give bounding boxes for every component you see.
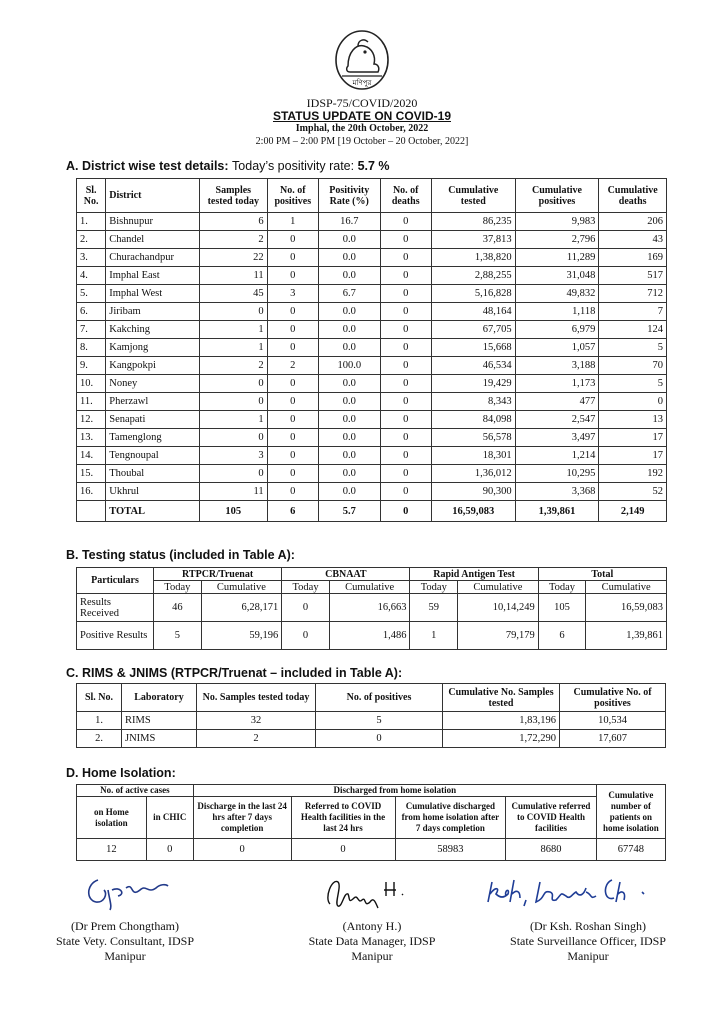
signatory-place: Manipur (351, 949, 393, 963)
cell: 46,534 (431, 357, 515, 375)
cell: 8680 (506, 839, 597, 861)
district-name: Churachandpur (106, 249, 200, 267)
cell: 0 (193, 839, 291, 861)
cell: 19,429 (431, 375, 515, 393)
cell: 0.0 (319, 303, 381, 321)
cell: 1,173 (515, 375, 599, 393)
home-isolation-table (76, 784, 666, 861)
cell: 2,88,255 (431, 267, 515, 285)
cell: 6 (538, 622, 586, 650)
district-name: Noney (106, 375, 200, 393)
col-header: District (106, 179, 200, 213)
cell: 70 (599, 357, 667, 375)
cell: 0 (267, 375, 318, 393)
table-row (77, 712, 666, 730)
cell: 49,832 (515, 285, 599, 303)
cell: 100.0 (319, 357, 381, 375)
sub-header: on Home isolation (77, 797, 147, 839)
total-cell: 105 (200, 501, 268, 522)
cell: 477 (515, 393, 599, 411)
sub-header: Cumulative (201, 581, 282, 594)
cell: 0 (267, 249, 318, 267)
cell: 0 (267, 447, 318, 465)
cell: 0 (267, 231, 318, 249)
signatory-1 (40, 919, 210, 964)
cell: 86,235 (431, 213, 515, 231)
cell: 10. (77, 375, 106, 393)
cell: 3. (77, 249, 106, 267)
table-row (77, 730, 666, 748)
cell: 0 (380, 483, 431, 501)
col-header: Cumulative tested (431, 179, 515, 213)
section-b-title: B. Testing status (included in Table A): (66, 548, 295, 562)
cell: 169 (599, 249, 667, 267)
cell: 59 (410, 594, 458, 622)
state-emblem (334, 30, 390, 92)
cumulative-patients-header: Cumulative number of patients on home isolation (596, 785, 665, 839)
district-test-table (76, 178, 667, 522)
cell: 2. (77, 730, 122, 748)
sub-header: Cumulative referred to COVID Health facilities (506, 797, 597, 839)
cell: 0 (380, 375, 431, 393)
district-name: Bishnupur (106, 213, 200, 231)
discharged-header: Discharged from home isolation (193, 785, 596, 797)
cell: 0 (316, 730, 443, 748)
sub-header: Cumulative (458, 581, 539, 594)
section-c-title: C. RIMS & JNIMS (RTPCR/Truenat – included in Table A): (66, 666, 403, 680)
signatory-3 (488, 919, 688, 964)
district-name: Kakching (106, 321, 200, 339)
cell: 0 (267, 429, 318, 447)
cell: 0 (380, 321, 431, 339)
document-ref: IDSP-75/COVID/2020 (306, 96, 418, 110)
cell: 0 (380, 285, 431, 303)
col-header: Sl. No. (77, 179, 106, 213)
col-header: Positivity Rate (%) (319, 179, 381, 213)
cell: 6 (200, 213, 268, 231)
signatory-place: Manipur (104, 949, 146, 963)
cell: 1,38,820 (431, 249, 515, 267)
cell: 0.0 (319, 249, 381, 267)
district-name: Kamjong (106, 339, 200, 357)
cell: 2 (200, 357, 268, 375)
table-row (77, 375, 667, 393)
positivity-label: Today’s positivity rate: (232, 159, 358, 173)
signatory-role: State Data Manager, IDSP (308, 934, 436, 948)
col-header: Laboratory (122, 684, 197, 712)
cell: 15,668 (431, 339, 515, 357)
cell: 8. (77, 339, 106, 357)
cell: 2 (200, 231, 268, 249)
col-header: Cumulative deaths (599, 179, 667, 213)
cell: 10,14,249 (458, 594, 539, 622)
cell: 1 (410, 622, 458, 650)
table-row (77, 231, 667, 249)
cell: 1 (200, 339, 268, 357)
cell: 6,979 (515, 321, 599, 339)
cell: 1,214 (515, 447, 599, 465)
total-cell: 5.7 (319, 501, 381, 522)
cell: 1,486 (329, 622, 410, 650)
signatory-place: Manipur (567, 949, 609, 963)
section-a-heading (66, 159, 390, 173)
cell: 13. (77, 429, 106, 447)
signatory-role: State Vety. Consultant, IDSP (55, 934, 194, 948)
cell: 1 (267, 213, 318, 231)
cell: 6,28,171 (201, 594, 282, 622)
col-header: Cumulative No. Samples tested (443, 684, 560, 712)
cell: 0 (267, 267, 318, 285)
sub-header: Today (410, 581, 458, 594)
cell: 22 (200, 249, 268, 267)
cell: 16.7 (319, 213, 381, 231)
cell: 0 (267, 465, 318, 483)
section-a-title: A. District wise test details: (66, 159, 229, 173)
district-name: Thoubal (106, 465, 200, 483)
cell: 43 (599, 231, 667, 249)
cell: 16,59,083 (586, 594, 667, 622)
cell: 0 (267, 393, 318, 411)
signatory-role: State Surveillance Officer, IDSP (510, 934, 666, 948)
cell: 13 (599, 411, 667, 429)
cell: 1,36,012 (431, 465, 515, 483)
cell: 9. (77, 357, 106, 375)
cell: 0 (267, 321, 318, 339)
district-name: Imphal East (106, 267, 200, 285)
cell: 48,164 (431, 303, 515, 321)
cell: 5 (316, 712, 443, 730)
cell: 1 (200, 321, 268, 339)
cell: 7. (77, 321, 106, 339)
cell: 0.0 (319, 447, 381, 465)
cell: 0 (380, 465, 431, 483)
district-name: Jiribam (106, 303, 200, 321)
sub-header: in CHIC (146, 797, 193, 839)
cell: 5 (599, 339, 667, 357)
col-header: No. of deaths (380, 179, 431, 213)
total-cell: 6 (267, 501, 318, 522)
cell: 31,048 (515, 267, 599, 285)
cell: 16. (77, 483, 106, 501)
cell: 12 (77, 839, 147, 861)
cell: 17,607 (560, 730, 666, 748)
cell: 5. (77, 285, 106, 303)
cell: 9,983 (515, 213, 599, 231)
table-row (77, 321, 667, 339)
table-row (77, 622, 667, 650)
col-header: No. Samples tested today (197, 684, 316, 712)
col-header: Cumulative No. of positives (560, 684, 666, 712)
cell: 84,098 (431, 411, 515, 429)
district-name: Chandel (106, 231, 200, 249)
cell: 0 (380, 447, 431, 465)
total-cell: 1,39,861 (515, 501, 599, 522)
cell: 79,179 (458, 622, 539, 650)
cell: 1. (77, 213, 106, 231)
cell: 5 (154, 622, 202, 650)
cell: 0.0 (319, 339, 381, 357)
district-name: Senapati (106, 411, 200, 429)
cell: 8,343 (431, 393, 515, 411)
cell: 0 (380, 429, 431, 447)
signatory-name: (Dr Prem Chongtham) (71, 919, 179, 933)
cell: 18,301 (431, 447, 515, 465)
cell: 1,83,196 (443, 712, 560, 730)
cell: 11. (77, 393, 106, 411)
cell: 10,534 (560, 712, 666, 730)
cell: 0 (380, 213, 431, 231)
cell: 0 (380, 303, 431, 321)
cell: 0.0 (319, 267, 381, 285)
district-name: Imphal West (106, 285, 200, 303)
cell: 0.0 (319, 465, 381, 483)
cell: 11 (200, 267, 268, 285)
cell: 0 (599, 393, 667, 411)
cell: 0.0 (319, 483, 381, 501)
cell: 0.0 (319, 321, 381, 339)
cell: 0 (380, 231, 431, 249)
sub-header: Today (282, 581, 330, 594)
cell: 4. (77, 267, 106, 285)
row-label: Positive Results (77, 622, 154, 650)
col-header: Sl. No. (77, 684, 122, 712)
document-title: STATUS UPDATE ON COVID-19 (272, 109, 451, 123)
signatory-name: (Antony H.) (342, 919, 402, 933)
particulars-header: Particulars (77, 568, 154, 594)
row-label: Results Received (77, 594, 154, 622)
cell: 1,118 (515, 303, 599, 321)
cell: 67748 (596, 839, 665, 861)
signatory-name: (Dr Ksh. Roshan Singh) (530, 919, 646, 933)
cell: 0.0 (319, 393, 381, 411)
table-row (77, 429, 667, 447)
group-header: CBNAAT (282, 568, 410, 581)
cell: 2,547 (515, 411, 599, 429)
signature-roshan (486, 872, 686, 912)
signature-prem (82, 872, 172, 912)
cell: 2 (267, 357, 318, 375)
cell: 59,196 (201, 622, 282, 650)
cell: 0.0 (319, 375, 381, 393)
cell: 5 (599, 375, 667, 393)
col-header: Cumulative positives (515, 179, 599, 213)
sub-header: Referred to COVID Health facilities in the last 24 hrs (291, 797, 395, 839)
cell: 206 (599, 213, 667, 231)
cell: 3,188 (515, 357, 599, 375)
section-d-title: D. Home Isolation: (66, 766, 176, 780)
cell: 12. (77, 411, 106, 429)
table-row (77, 339, 667, 357)
district-name: Pherzawl (106, 393, 200, 411)
signatory-2 (287, 919, 457, 964)
cell: 3,497 (515, 429, 599, 447)
place-date: Imphal, the 20th October, 2022 (295, 123, 429, 134)
cell: 2. (77, 231, 106, 249)
sub-header: Cumulative discharged from home isolation after 7 days completion (395, 797, 506, 839)
cell: 0 (200, 429, 268, 447)
cell: 5,16,828 (431, 285, 515, 303)
cell: 0 (380, 267, 431, 285)
table-row (77, 213, 667, 231)
cell: RIMS (122, 712, 197, 730)
cell: 17 (599, 447, 667, 465)
total-cell: 16,59,083 (431, 501, 515, 522)
table-row (77, 285, 667, 303)
cell: 0 (146, 839, 193, 861)
group-header: Total (538, 568, 666, 581)
cell: 124 (599, 321, 667, 339)
table-row (77, 249, 667, 267)
cell: 11 (200, 483, 268, 501)
cell: JNIMS (122, 730, 197, 748)
cell: 0 (282, 622, 330, 650)
sub-header: Cumulative (329, 581, 410, 594)
cell: 3,368 (515, 483, 599, 501)
total-cell: 0 (380, 501, 431, 522)
cell: 0 (267, 411, 318, 429)
table-row (77, 839, 666, 861)
table-row (77, 393, 667, 411)
sub-header: Today (538, 581, 586, 594)
group-header: RTPCR/Truenat (154, 568, 282, 581)
cell: 58983 (395, 839, 506, 861)
cell: 0 (380, 357, 431, 375)
table-row (77, 411, 667, 429)
district-name: Tengnoupal (106, 447, 200, 465)
total-cell (77, 501, 106, 522)
sub-header: Today (154, 581, 202, 594)
cell: 1 (200, 411, 268, 429)
cell: 2,796 (515, 231, 599, 249)
cell: 517 (599, 267, 667, 285)
table-row (77, 465, 667, 483)
cell: 46 (154, 594, 202, 622)
cell: 0 (380, 411, 431, 429)
table-row (77, 357, 667, 375)
signature-antony (318, 874, 418, 914)
cell: 32 (197, 712, 316, 730)
cell: 3 (267, 285, 318, 303)
cell: 712 (599, 285, 667, 303)
cell: 105 (538, 594, 586, 622)
col-header: No. of positives (316, 684, 443, 712)
cell: 45 (200, 285, 268, 303)
cell: 1. (77, 712, 122, 730)
district-name: Tamenglong (106, 429, 200, 447)
cell: 56,578 (431, 429, 515, 447)
total-cell: 2,149 (599, 501, 667, 522)
cell: 0.0 (319, 429, 381, 447)
cell: 0 (200, 375, 268, 393)
cell: 17 (599, 429, 667, 447)
district-name: Kangpokpi (106, 357, 200, 375)
total-label: TOTAL (106, 501, 200, 522)
cell: 0.0 (319, 231, 381, 249)
col-header: No. of positives (267, 179, 318, 213)
cell: 3 (200, 447, 268, 465)
table-row (77, 447, 667, 465)
cell: 0 (200, 303, 268, 321)
cell: 10,295 (515, 465, 599, 483)
district-name: Ukhrul (106, 483, 200, 501)
positivity-rate: 5.7 % (357, 159, 390, 173)
cell: 0 (200, 465, 268, 483)
total-row (77, 501, 667, 522)
cell: 0 (267, 339, 318, 357)
col-header: Samples tested today (200, 179, 268, 213)
cell: 1,39,861 (586, 622, 667, 650)
cell: 90,300 (431, 483, 515, 501)
cell: 6. (77, 303, 106, 321)
table-row (77, 267, 667, 285)
active-cases-header: No. of active cases (77, 785, 194, 797)
cell: 0 (267, 303, 318, 321)
cell: 0 (267, 483, 318, 501)
sub-header: Cumulative (586, 581, 667, 594)
cell: 2 (197, 730, 316, 748)
emblem-text: মণিপুর (352, 79, 372, 87)
cell: 52 (599, 483, 667, 501)
cell: 11,289 (515, 249, 599, 267)
cell: 0 (380, 249, 431, 267)
cell: 7 (599, 303, 667, 321)
cell: 0 (291, 839, 395, 861)
testing-status-table (76, 567, 667, 650)
cell: 1,72,290 (443, 730, 560, 748)
cell: 0 (380, 339, 431, 357)
cell: 37,813 (431, 231, 515, 249)
rims-jnims-table (76, 683, 666, 748)
cell: 15. (77, 465, 106, 483)
cell: 1,057 (515, 339, 599, 357)
reporting-period: 2:00 PM – 2:00 PM [19 October – 20 October, 2022] (255, 136, 469, 147)
table-row (77, 594, 667, 622)
cell: 0 (200, 393, 268, 411)
table-row (77, 303, 667, 321)
group-header: Rapid Antigen Test (410, 568, 538, 581)
cell: 0 (282, 594, 330, 622)
table-row (77, 483, 667, 501)
cell: 0 (380, 393, 431, 411)
cell: 67,705 (431, 321, 515, 339)
cell: 16,663 (329, 594, 410, 622)
cell: 192 (599, 465, 667, 483)
cell: 0.0 (319, 411, 381, 429)
cell: 6.7 (319, 285, 381, 303)
cell: 14. (77, 447, 106, 465)
sub-header: Discharge in the last 24 hrs after 7 days completion (193, 797, 291, 839)
